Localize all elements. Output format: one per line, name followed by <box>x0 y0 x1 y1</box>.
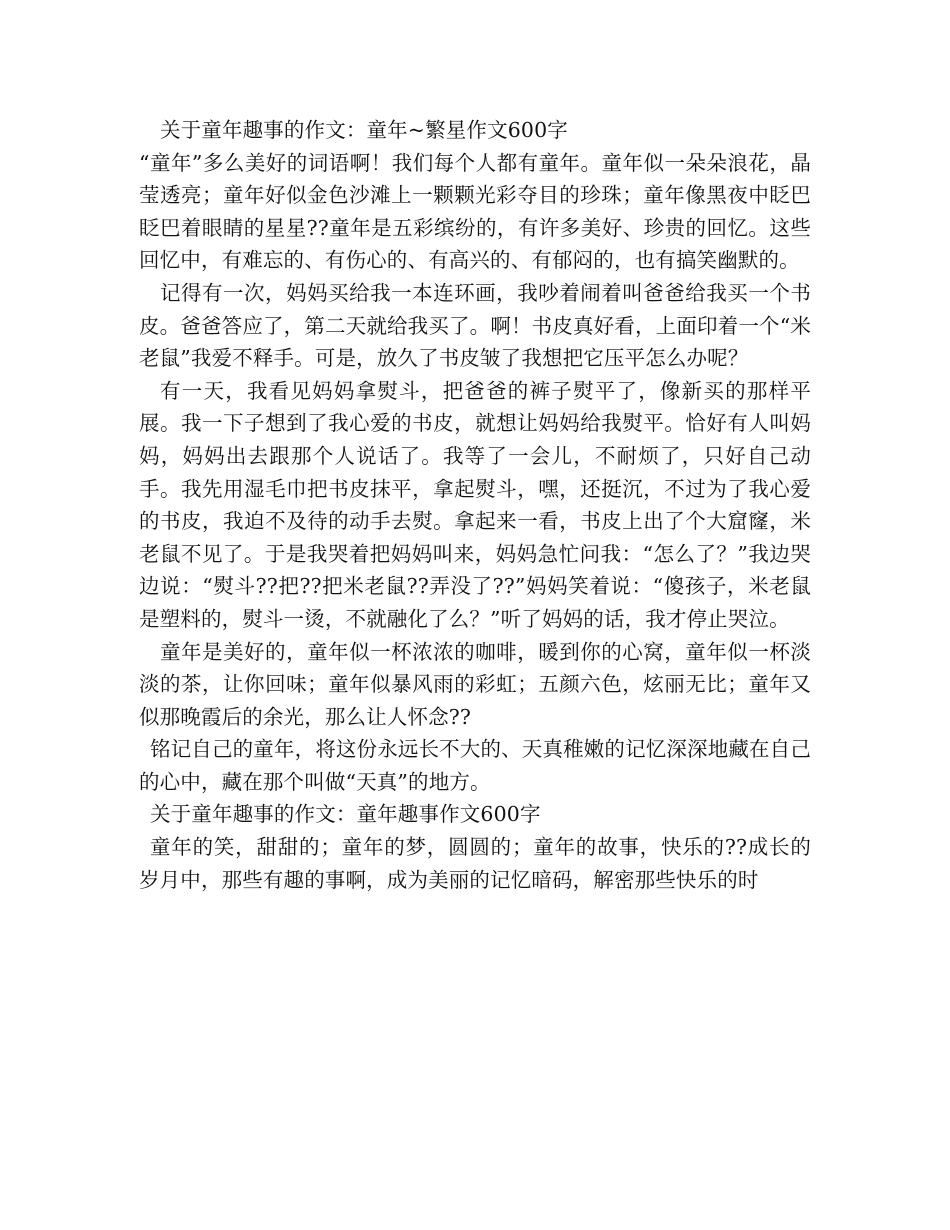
essay-title-childhood-fun: 关于童年趣事的作文：童年趣事作文600字 <box>150 802 541 827</box>
document-body <box>139 114 811 896</box>
paragraph-childhood-intro: “童年”多么美好的词语啊！我们每个人都有童年。童年似一朵朵浪花，晶莹透亮；童年好似金色沙滩上一颗颗光彩夺目的珍珠；童年像黑夜中眨巴眨巴着眼睛的星星??童年是五彩缤纷的，有许多美好、珍贵的回忆。这些回忆中，有难忘的、有伤心的、有高兴的、有郁闷的，也有搞笑幽默的。 <box>139 150 811 273</box>
paragraph-remember-childhood: 铭记自己的童年，将这份永远长不大的、天真稚嫩的记忆深深地藏在自己的心中，藏在那个叫做“天真”的地方。 <box>139 737 811 794</box>
paragraph-childhood-beautiful: 童年是美好的，童年似一杯浓浓的咖啡，暖到你的心窝，童年似一杯淡淡的茶，让你回味；童年似暴风雨的彩虹；五颜六色，炫丽无比；童年又似那晚霞后的余光，那么让人怀念?? <box>139 639 811 729</box>
paragraph-ironing-story: 有一天，我看见妈妈拿熨斗，把爸爸的裤子熨平了，像新买的那样平展。我一下子想到了我心爱的书皮，就想让妈妈给我熨平。恰好有人叫妈妈，妈妈出去跟那个人说话了。我等了一会儿，不耐烦了，只好自己动手。我先用湿毛巾把书皮抹平，拿起熨斗，嘿，还挺沉，不过为了我心爱的书皮，我迫不及待的动手去熨。拿起来一看，书皮上出了个大窟窿，米老鼠不见了。于是我哭着把妈妈叫来，妈妈急忙问我：“怎么了？”我边哭边说：“熨斗??把??把米老鼠??弄没了??”妈妈笑着说：“傻孩子，米老鼠是塑料的，熨斗一烫，不就融化了么？”听了妈妈的话，我才停止哭泣。 <box>139 378 811 631</box>
paragraph-childhood-smile: 童年的笑，甜甜的；童年的梦，圆圆的；童年的故事，快乐的??成长的岁月中，那些有趣的事啊，成为美丽的记忆暗码，解密那些快乐的时 <box>139 835 811 892</box>
paragraph-book-cover: 记得有一次，妈妈买给我一本连环画，我吵着闹着叫爸爸给我买一个书皮。爸爸答应了，第二天就给我买了。啊！书皮真好看，上面印着一个“米老鼠”我爱不释手。可是，放久了书皮皱了我想把它压平怎么办呢？ <box>139 280 811 371</box>
essay-title-childhood-stars: 关于童年趣事的作文：童年~繁星作文600字 <box>160 118 568 142</box>
